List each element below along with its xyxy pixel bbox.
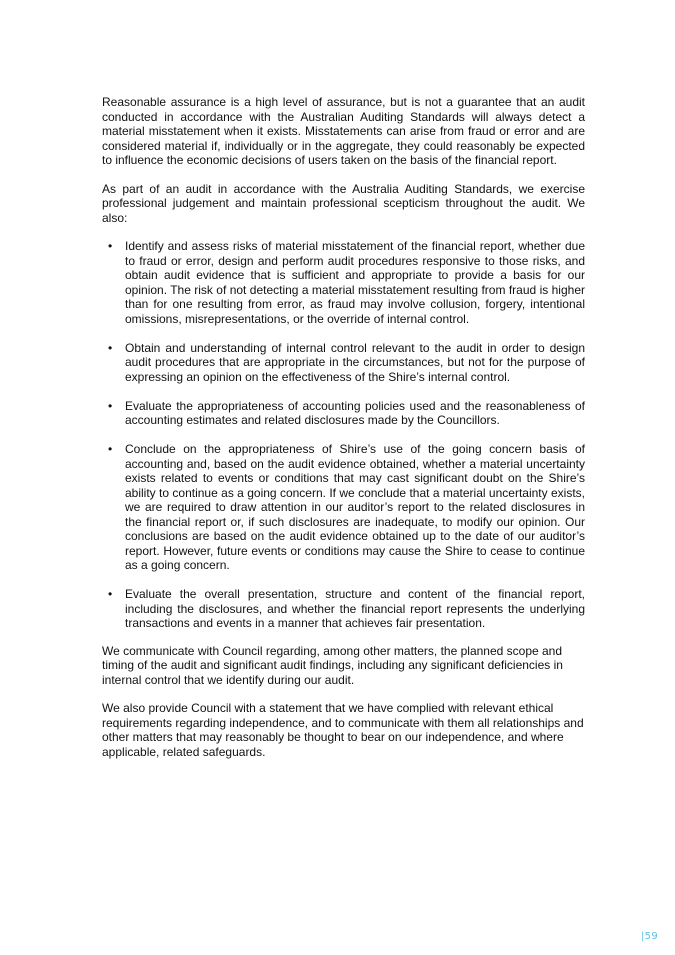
list-item <box>102 239 585 326</box>
bullet-icon: • <box>108 398 113 413</box>
page-number: |59 <box>641 931 658 942</box>
audit-procedures-list <box>102 239 585 631</box>
bullet-icon: • <box>108 442 113 456</box>
bullet-icon: • <box>108 587 113 601</box>
document-page <box>102 95 585 759</box>
list-item-text: Obtain and understanding of internal control relevant to the audit in order to design audit procedures that are appropriate in the circumstances, but not for the purpose of expressing an opinion on the effectiveness of the Shire’s internal control. <box>125 340 585 384</box>
list-item-text: Conclude on the appropriateness of Shire’s use of the going concern basis of accounting and, based on the audit evidence obtained, whether a material uncertainty exists related to events or conditions that may cast significant doubt on the Shire’s ability to continue as a going concern. If we conclude that a material uncertainty exists, we are required to draw attention in our auditor’s report to the related disclosures in the financial report or, if such disclosures are inadequate, to modify our opinion. Our conclusions are based on the audit evidence obtained up to the date of our auditor’s report. However, future events or conditions may cause the Shire to cease to continue as a going concern. <box>125 442 585 572</box>
list-item-text: Evaluate the overall presentation, structure and content of the financial report, including the disclosures, and whether the financial report represents the underlying transactions and events in a manner that achieves fair presentation. <box>125 587 585 630</box>
paragraph-audit-intro: As part of an audit in accordance with the Australia Auditing Standards, we exercise professional judgement and maintain professional scepticism throughout the audit. We also: <box>102 181 585 225</box>
list-item-text: Identify and assess risks of material misstatement of the financial report, whether due to fraud or error, design and perform audit procedures responsive to those risks, and obtain audit evidence that is sufficient and appropriate to provide a basis for our opinion. The risk of not detecting a material misstatement resulting from fraud is higher than for one resulting from error, as fraud may involve collusion, forgery, intentional omissions, misrepresentations, or the override of internal control. <box>125 239 585 326</box>
list-item <box>102 399 585 428</box>
paragraph-reasonable-assurance: Reasonable assurance is a high level of assurance, but is not a guarantee that an audit conducted in accordance with the Australian Auditing Standards will always detect a material misstatement when it exists. Misstatements can arise from fraud or error and are considered material if, individually or in the aggregate, they could reasonably be expected to influence the economic decisions of users taken on the basis of the financial report. <box>102 95 585 167</box>
list-item <box>102 442 585 573</box>
paragraph-independence-statement: We also provide Council with a statement that we have complied with relevant ethical requirements regarding independence, and to communicate with them all relationships and other matters that may reasonably be thought to bear on our independence, and where applicable, related safeguards. <box>102 701 584 759</box>
bullet-icon: • <box>108 340 113 355</box>
list-item <box>102 341 585 385</box>
bullet-icon: • <box>108 239 113 253</box>
paragraph-council-communication: We communicate with Council regarding, among other matters, the planned scope and timing of the audit and significant audit findings, including any significant deficiencies in internal control that we identify during our audit. <box>102 643 563 687</box>
list-item <box>102 587 585 631</box>
list-item-text: Evaluate the appropriateness of accounting policies used and the reasonableness of accounting estimates and related disclosures made by the Councillors. <box>125 398 585 427</box>
